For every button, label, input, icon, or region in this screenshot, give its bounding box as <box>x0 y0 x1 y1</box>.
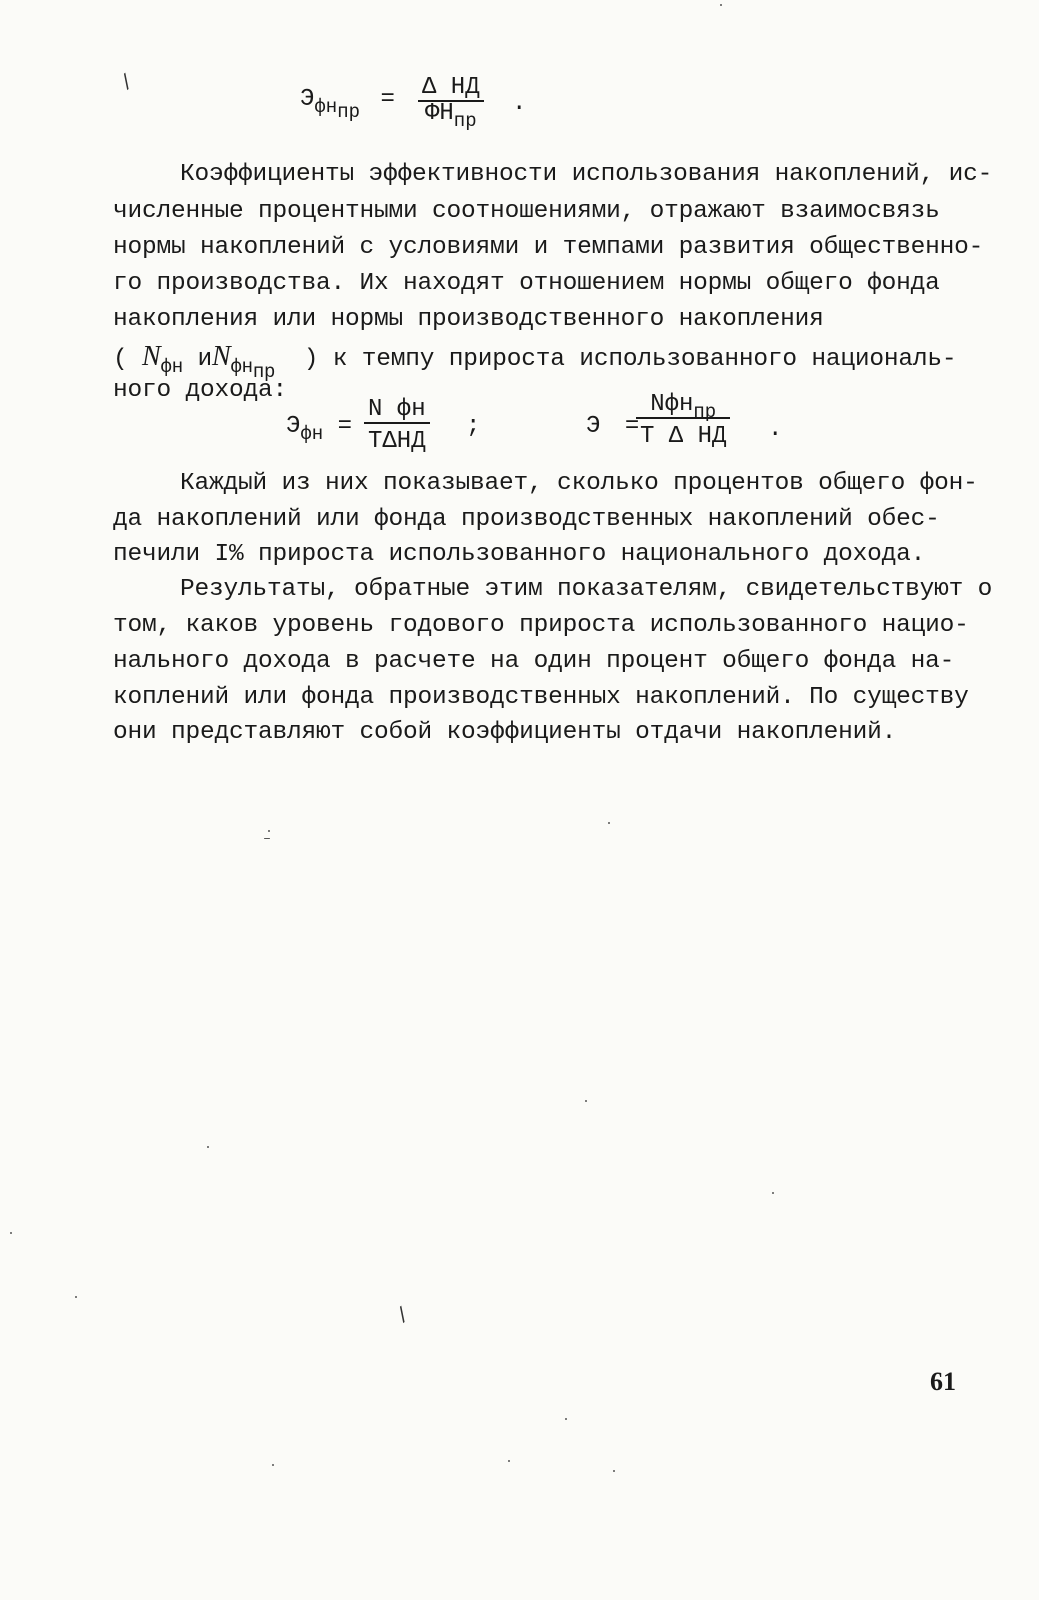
formula2-fraction <box>364 398 430 454</box>
formula2-numerator: N фн <box>364 398 430 424</box>
conjunction-and: и <box>197 346 212 373</box>
formula-fraction <box>418 74 484 132</box>
symbol-n: N <box>142 341 161 372</box>
scan-speck <box>508 1460 510 1462</box>
scan-mark: / <box>392 1303 417 1330</box>
formula2-separator: ; <box>466 413 481 440</box>
text-line: Результаты, обратные этим показателям, свидетельствуют о <box>180 576 993 603</box>
symbol-n-subsub: пр <box>252 361 276 383</box>
formula2-lhs-sub: фн <box>300 423 324 445</box>
scan-speck <box>272 1464 274 1466</box>
scan-speck <box>608 822 610 824</box>
paren-open: ( <box>113 346 128 373</box>
text-line: го производства. Их находят отношением нормы общего фонда <box>113 270 940 297</box>
text-line-symbols <box>113 341 963 383</box>
symbol-n-sub: фн <box>160 356 183 378</box>
formula-lhs-subsub: пр <box>337 101 361 123</box>
text-line: численные процентными соотношениями, отражают взаимосвязь <box>113 198 940 225</box>
scan-speck <box>268 830 270 832</box>
text-line: накопления или нормы производственного накопления <box>113 306 824 333</box>
formula-lhs: Э <box>300 86 315 113</box>
text-line: том, каков уровень годового прироста использованного нацио- <box>113 612 969 639</box>
formula-denominator-main: ФН <box>424 100 454 127</box>
text-line: нормы накоплений с условиями и темпами развития общественно- <box>113 234 984 261</box>
formula3-fraction <box>636 393 730 449</box>
page-number: 61 <box>930 1367 956 1396</box>
formula-denominator <box>418 100 484 132</box>
scan-speck <box>772 1192 774 1194</box>
scan-speck <box>613 1470 615 1472</box>
formula-efficiency-total <box>286 413 353 445</box>
text-line: нального дохода в расчете на один процент общего фонда на- <box>113 648 955 675</box>
formula3-lhs: Э <box>586 413 601 440</box>
formula2-denominator: ТΔНД <box>368 428 426 455</box>
scan-speck <box>10 1232 12 1234</box>
text-line: они представляют собой коэффициенты отдачи накоплений. <box>113 719 897 746</box>
scan-speck <box>75 1296 77 1298</box>
scan-mark: / <box>116 70 141 97</box>
text-line: печили I% прироста использованного национального дохода. <box>113 541 926 568</box>
formula3-end: . <box>768 416 783 443</box>
formula2-lhs: Э <box>286 413 301 440</box>
scan-speck <box>565 1418 567 1420</box>
formula2-equals: = <box>337 413 353 440</box>
formula-numerator: Δ НД <box>418 76 484 102</box>
text-line: коплений или фонда производственных накоплений. По существу <box>113 684 969 711</box>
formula3-denominator: Т Δ НД <box>640 423 727 450</box>
formula3-equals: = <box>624 413 640 440</box>
formula-equals: = <box>380 86 395 113</box>
text-line: ного дохода: <box>113 377 288 404</box>
formula-efficiency-production <box>300 86 395 123</box>
formula-denominator-sub: пр <box>453 110 477 132</box>
text-line: Коэффициенты эффективности использования накоплений, ис- <box>180 161 993 188</box>
formula-end: . <box>512 90 527 117</box>
scan-speck <box>585 1100 587 1102</box>
symbol-n-sub: фн <box>230 356 253 378</box>
formula-lhs-sub: фн <box>314 96 338 118</box>
scan-speck <box>720 4 722 6</box>
formula3-numerator-sub: пр <box>693 401 717 423</box>
text-line: Каждый из них показывает, сколько процентов общего фон- <box>180 470 978 497</box>
formula3-numerator-main: Nфн <box>650 391 694 418</box>
scan-speck <box>264 838 270 839</box>
scan-speck <box>207 1146 209 1148</box>
symbol-n: N <box>211 341 231 372</box>
text-line: да накоплений или фонда производственных накоплений обес- <box>113 506 940 533</box>
formula-efficiency-production-rate <box>586 415 639 439</box>
line-rest: ) к темпу прироста использованного националь- <box>303 346 957 373</box>
formula3-numerator <box>636 391 730 423</box>
